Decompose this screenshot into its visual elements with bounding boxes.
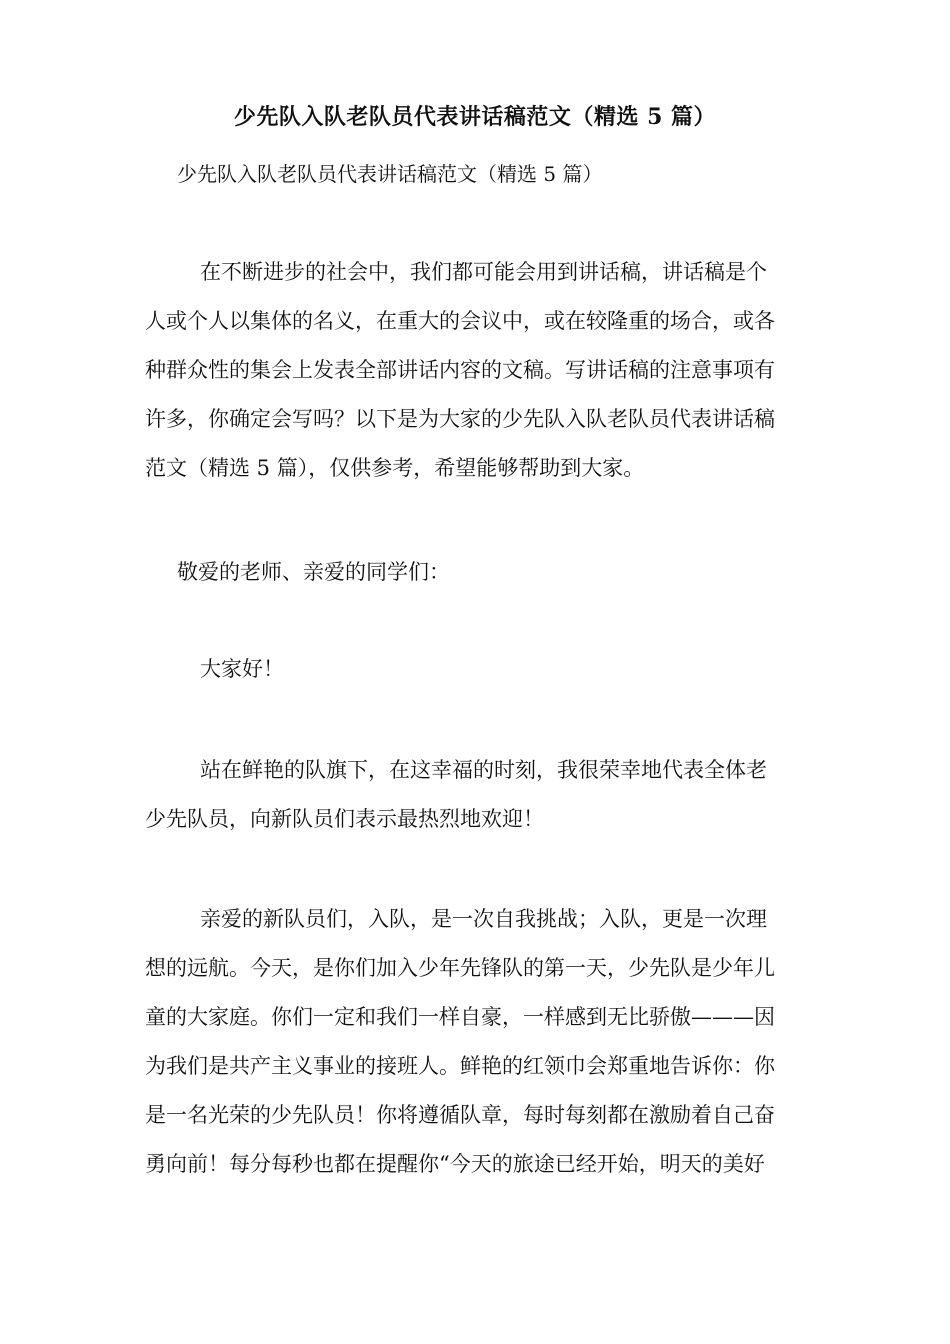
- paragraph-line: 站在鲜艳的队旗下，在这幸福的时刻，我很荣幸地代表全体老: [200, 758, 767, 782]
- greeting: 大家好！: [200, 657, 284, 681]
- paragraph-line: 少先队员，向新队员们表示最热烈地欢迎！: [145, 807, 544, 831]
- paragraph-line: 亲爱的新队员们，入队，是一次自我挑战；入队，更是一次理: [200, 907, 767, 931]
- intro-line: 在不断进步的社会中，我们都可能会用到讲话稿，讲话稿是个: [200, 260, 767, 284]
- paragraph-line: 为我们是共产主义事业的接班人。鲜艳的红领巾会郑重地告诉你：你: [145, 1054, 775, 1078]
- document-subtitle: 少先队入队老队员代表讲话稿范文（精选 5 篇）: [177, 162, 603, 186]
- intro-line: 种群众性的集会上发表全部讲话内容的文稿。写讲话稿的注意事项有: [145, 358, 775, 382]
- document-title: 少先队入队老队员代表讲话稿范文（精选 5 篇）: [233, 104, 717, 130]
- paragraph-line: 是一名光荣的少先队员！你将遵循队章，每时每刻都在激励着自己奋: [145, 1103, 775, 1127]
- intro-line: 许多，你确定会写吗？以下是为大家的少先队入队老队员代表讲话稿: [145, 407, 775, 431]
- intro-line: 人或个人以集体的名义，在重大的会议中，或在较隆重的场合，或各: [145, 309, 775, 333]
- paragraph-line: 想的远航。今天，是你们加入少年先锋队的第一天，少先队是少年儿: [145, 956, 775, 980]
- paragraph-line: 勇向前！每分每秒也都在提醒你“今天的旅途已经开始，明天的美好: [145, 1152, 765, 1176]
- intro-line: 范文（精选 5 篇），仅供参考，希望能够帮助到大家。: [145, 456, 645, 480]
- paragraph-line: 童的大家庭。你们一定和我们一样自豪，一样感到无比骄傲———因: [145, 1005, 775, 1029]
- salutation: 敬爱的老师、亲爱的同学们：: [177, 560, 450, 584]
